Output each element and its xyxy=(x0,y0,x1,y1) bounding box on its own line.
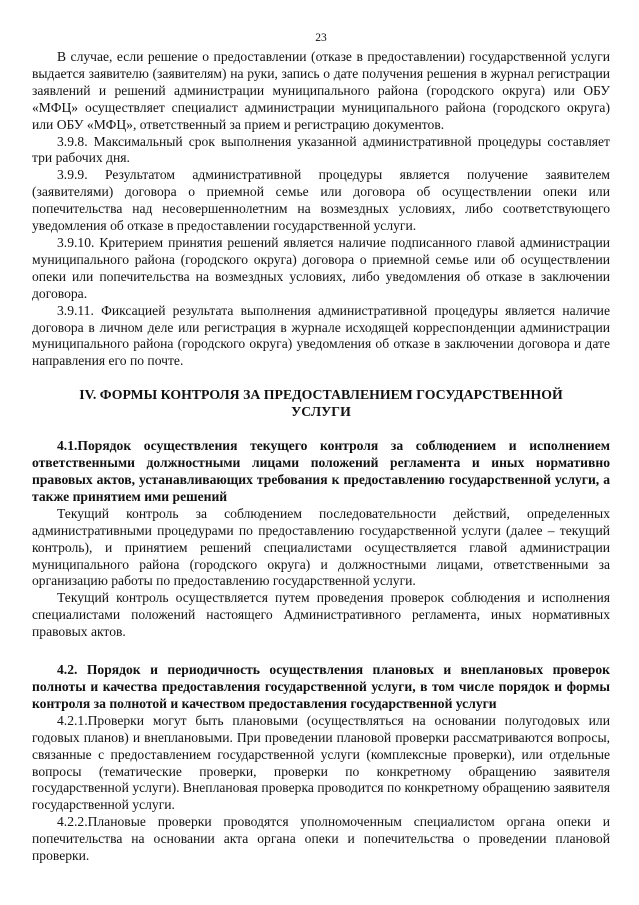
paragraph-4-1-current-control: Текущий контроль за соблюдением последовательности действий, определенных административными процедурами по предоставлению государственной услуги (далее – текущий контроль), и принятием решений специалистами осуществляется главой администрации муниципального района (городского округа) и должностными лицами, ответственными за организацию работы по предоставлению государственной услуги. xyxy=(32,505,610,589)
paragraph-3-9-9: 3.9.9. Результатом административной процедуры является получение заявителем (заявителями) договора о приемной семье или договора об осуществлении опеки или попечительства над несовершеннолетним на возмездных условиях, либо соответствующего уведомления об отказе в предоставлении государственной услуги. xyxy=(32,167,610,234)
subsection-heading-4-1: 4.1.Порядок осуществления текущего контроля за соблюдением и исполнением ответственными должностными лицами положений регламента и иных нормативно правовых актов, устанавливающих требования к предоставлению государственной услуги, а также принятием ими решений xyxy=(32,438,610,504)
document-page xyxy=(32,0,610,865)
paragraph-decision-handout: В случае, если решение о предоставлении (отказе в предоставлении) государственной услуги выдается заявителю (заявителям) на руки, запись о дате получения решения в журнал регистрации заявлений и решений администрации муниципального района (городского округа) или ОБУ «МФЦ» осуществляет специалист администрации муниципального района (городского округа) или ОБУ «МФЦ», ответственный за прием и регистрацию документов. xyxy=(32,49,610,132)
subsection-heading-4-2: 4.2. Порядок и периодичность осуществления плановых и внеплановых проверок полноты и качества предоставления государственной услуги, в том числе порядок и формы контроля за полнотой и качеством предоставления государственной услуги xyxy=(32,662,610,711)
page-number: 23 xyxy=(315,32,327,44)
paragraph-3-9-10: 3.9.10. Критерием принятия решений является наличие подписанного главой администрации муниципального района (городского округа) договора о приемной семье или об осуществлении опеки или попечительства на возмездных условиях, либо уведомления об отказе в заключении договора. xyxy=(32,234,610,301)
section-title-iv: IV. ФОРМЫ КОНТРОЛЯ ЗА ПРЕДОСТАВЛЕНИЕМ ГОСУДАРСТВЕННОЙ УСЛУГИ xyxy=(79,387,563,420)
paragraph-3-9-11: 3.9.11. Фиксацией результата выполнения административной процедуры является наличие договора в личном деле или регистрация в журнале исходящей корреспонденции администрации муниципального района (городского округа) уведомления об отказе в заключении договора и дате направления его по почте. xyxy=(32,302,610,369)
paragraph-4-2-2: 4.2.2.Плановые проверки проводятся уполномоченным специалистом органа опеки и попечительства на основании акта органа опеки и попечительства о проведении плановой проверки. xyxy=(32,814,610,864)
paragraph-4-2-1: 4.2.1.Проверки могут быть плановыми (осуществляться на основании полугодовых или годовых планов) и внеплановыми. При проведении плановой проверки рассматриваются вопросы, связанные с предоставлением государственной услуги (комплексные проверки), или отдельные вопросы (тематические проверки, проверки по конкретному обращению заявителя государственной услуги). Внеплановая проверка проводится по конкретному обращению заявителя государственной услуги. xyxy=(32,712,610,813)
paragraph-3-9-8: 3.9.8. Максимальный срок выполнения указанной административной процедуры составляет три рабочих дня. xyxy=(32,133,610,166)
paragraph-4-1-checks: Текущий контроль осуществляется путем проведения проверок соблюдения и исполнения специалистами положений настоящего Административного регламента, иных нормативных правовых актов. xyxy=(32,590,610,640)
